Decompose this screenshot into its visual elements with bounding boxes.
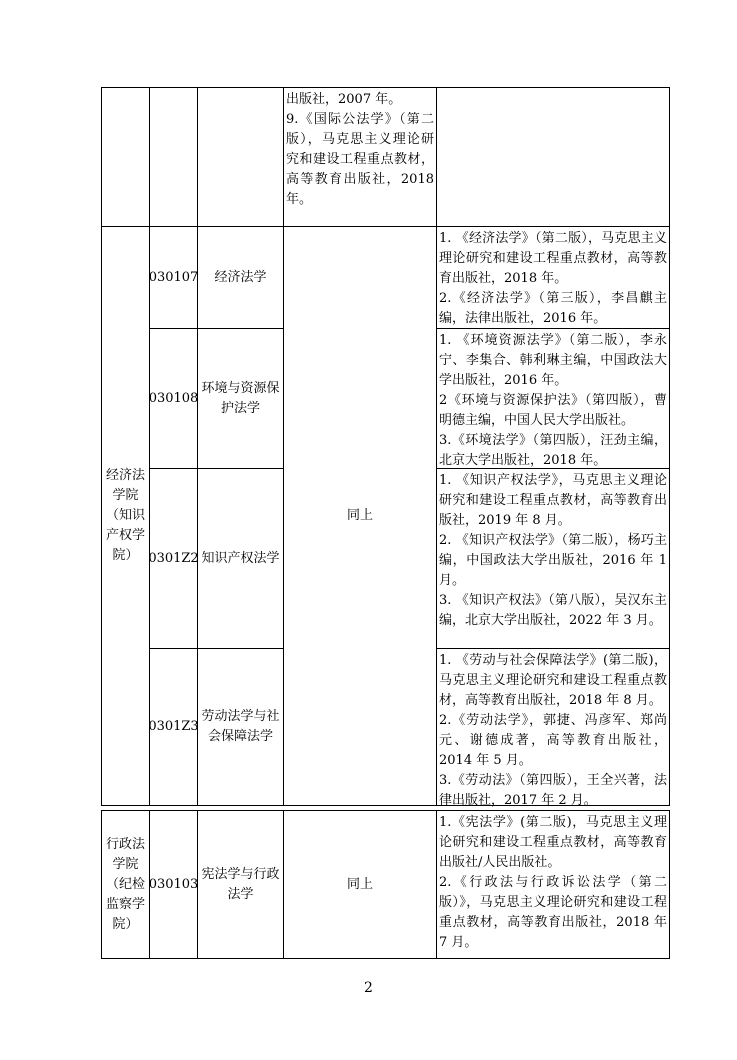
cont-college-cell — [101, 87, 150, 227]
major-030103: 宪法学与行政 法学 — [197, 810, 284, 959]
books-030107: 1. 《经济法学》（第二版），马克思主义理论研究和建设工程重点教材，高等教育出版社，2018 年。 2.《经济法学》（第三版），李昌麒主编，法律出版社，2016 年。 — [436, 226, 670, 329]
major-030108: 环境与资源保 护法学 — [197, 328, 284, 469]
exam-same-admin: 同上 — [283, 810, 437, 959]
cont-code-cell — [149, 87, 198, 227]
books-030103: 1.《宪法学》(第二版)，马克思主义理论研究和建设工程重点教材，高等教育出版社/人民出版社。 2.《行政法与行政诉讼法学（第二版）》，马克思主义理论研究和建设工程重点教材，高等教育出版社，2018 年 7 月。 — [436, 810, 670, 959]
books-0301Z3: 1. 《劳动与社会保障法学》(第二版)，马克思主义理论研究和建设工程重点教材，高等教育出版社，2018 年 8 月。 2.《劳动法学》，郭捷、冯彦军、郑尚元、谢德成著，高等教育出版社，2014 年 5 月。 3.《劳动法》（第四版），王全兴著，法律出版社，2017 年 2 月。 — [436, 648, 670, 806]
code-030107: 030107 — [149, 226, 198, 329]
major-0301Z2: 知识产权法学 — [197, 468, 284, 649]
college-admin-cell: 行政法 学院 （纪检 监察学 院） — [101, 810, 150, 959]
books-0301Z2: 1. 《知识产权法学》，马克思主义理论研究和建设工程重点教材，高等教育出版社，2019 年 8 月。 2. 《知识产权法学》（第二版），杨巧主编，中国政法大学出版社，2016 年 1 月。 3. 《知识产权法》（第八版），吴汉东主编，北京大学出版社，2022 年 3 月。 — [436, 468, 670, 649]
cont-major-cell — [197, 87, 284, 227]
major-0301Z3: 劳动法学与社 会保障法学 — [197, 648, 284, 806]
page-number: 2 — [364, 980, 373, 996]
books-030108: 1. 《环境资源法学》（第二版），李永宁、李集合、韩利琳主编，中国政法大学出版社，2016 年。 2《环境与资源保护法》（第四版），曹明德主编，中国人民大学出版社。 3.《环境法学》（第四版），汪劲主编，北京大学出版社，2018 年。 — [436, 328, 670, 469]
cont-books-cell — [436, 87, 670, 227]
major-030107: 经济法学 — [197, 226, 284, 329]
code-0301Z2: 0301Z2 — [149, 468, 198, 649]
code-0301Z3: 0301Z3 — [149, 648, 198, 806]
cont-exam-cell: 出版社，2007 年。 9.《国际公法学》（第二版），马克思主义理论研究和建设工程重点教材，高等教育出版社，2018 年。 — [283, 87, 437, 227]
college-econ-cell: 经济法 学院 （知识 产权学 院） — [101, 226, 150, 806]
code-030103: 030103 — [149, 810, 198, 959]
code-030108: 030108 — [149, 328, 198, 469]
exam-same-econ: 同上 — [283, 226, 437, 806]
